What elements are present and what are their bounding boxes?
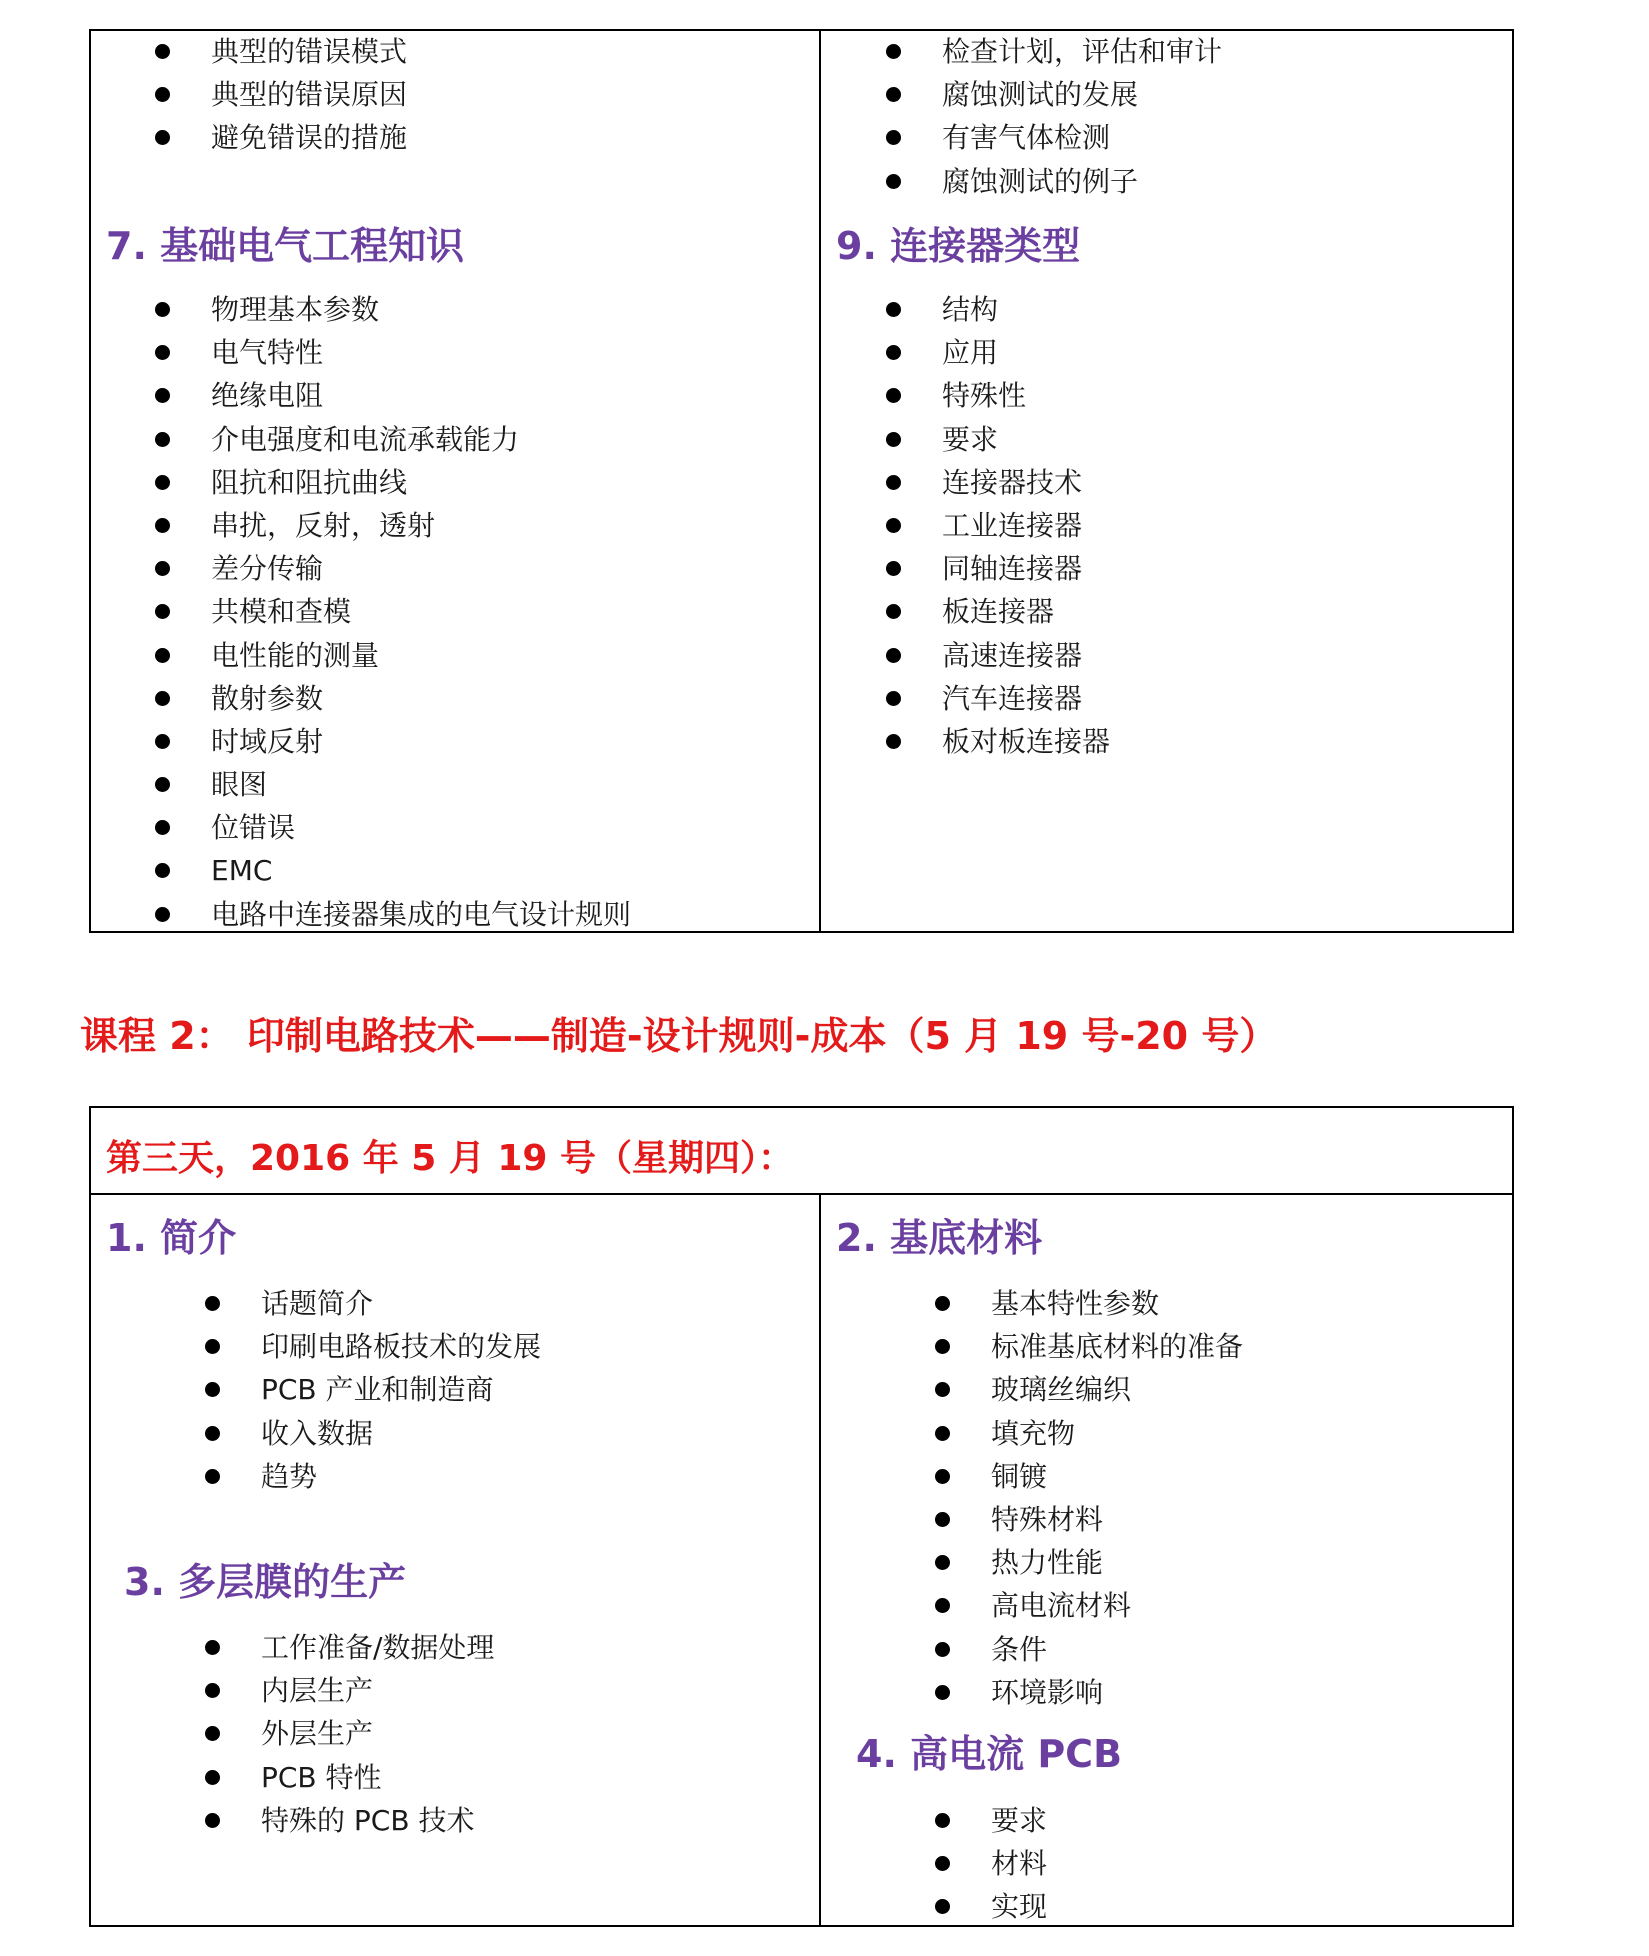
list-item-label: 要求 xyxy=(991,1804,1048,1837)
list-item-label: 工业连接器 xyxy=(942,508,1083,542)
bullet-icon xyxy=(886,734,901,749)
list-item-label: 特殊性 xyxy=(942,379,1027,413)
list-item-label: 板对板连接器 xyxy=(942,724,1111,758)
list-item-label: 实现 xyxy=(991,1890,1048,1924)
list-item-label: 热力性能 xyxy=(991,1546,1104,1580)
bullet-icon xyxy=(886,44,901,59)
list-item-label: 差分传输 xyxy=(211,552,324,586)
list-item-label: 玻璃丝编织 xyxy=(991,1373,1132,1407)
course-title: 课程 2： 印制电路技术——制造-设计规则-成本（5 月 19 号-20 号） xyxy=(80,1014,1278,1058)
list-item-label: PCB 产业和制造商 xyxy=(261,1373,494,1407)
list-item-label: 时域反射 xyxy=(211,724,324,758)
list-item-label: 腐蚀测试的例子 xyxy=(942,164,1139,198)
list-item-label: 趋势 xyxy=(261,1459,318,1493)
bullet-icon xyxy=(886,518,901,533)
list-item-label: 铜镀 xyxy=(991,1459,1048,1493)
list-item-label: 环境影响 xyxy=(991,1675,1104,1709)
list-item-label: 典型的错误原因 xyxy=(211,78,408,112)
list-item-label: 绝缘电阻 xyxy=(211,379,324,413)
list-item-label: 共模和查模 xyxy=(211,595,352,629)
bullet-icon xyxy=(205,1296,220,1311)
bullet-icon xyxy=(935,1469,950,1484)
day-table-header-divider xyxy=(89,1193,1514,1195)
list-item-label: 连接器技术 xyxy=(942,465,1083,499)
list-item-label: 电气特性 xyxy=(211,336,324,370)
list-item-label: 避免错误的措施 xyxy=(211,121,408,155)
list-item-label: 高电流材料 xyxy=(991,1589,1132,1623)
list-item-label: 阻抗和阻抗曲线 xyxy=(211,465,408,499)
list-item-label: 结构 xyxy=(942,293,999,326)
list-item-label: 检查计划，评估和审计 xyxy=(942,35,1223,68)
list-item-label: EMC xyxy=(211,854,273,888)
bullet-icon xyxy=(205,1640,220,1655)
top-table-divider xyxy=(819,29,821,933)
list-item-label: 话题简介 xyxy=(261,1287,374,1320)
list-item-label: 板连接器 xyxy=(942,595,1055,629)
bullet-icon xyxy=(886,174,901,189)
bullet-icon xyxy=(886,475,901,490)
section2-title: 2. 基底材料 xyxy=(836,1216,1043,1260)
bullet-icon xyxy=(155,734,170,749)
list-item-label: 基本特性参数 xyxy=(991,1287,1160,1320)
bullet-icon xyxy=(935,1813,950,1828)
bullet-icon xyxy=(155,475,170,490)
section7-title: 7. 基础电气工程知识 xyxy=(106,224,465,268)
list-item-label: 条件 xyxy=(991,1632,1048,1666)
list-item-label: 典型的错误模式 xyxy=(211,35,408,68)
bullet-icon xyxy=(155,907,170,922)
day-title: 第三天，2016 年 5 月 19 号（星期四）： xyxy=(106,1138,795,1179)
list-item-label: 工作准备/数据处理 xyxy=(261,1631,495,1664)
list-item-label: 填充物 xyxy=(991,1416,1076,1450)
bullet-icon xyxy=(935,1512,950,1527)
list-item-label: 介电强度和电流承载能力 xyxy=(211,422,520,456)
list-item-label: 汽车连接器 xyxy=(942,681,1083,715)
list-item-label: 内层生产 xyxy=(261,1674,374,1708)
list-item-label: 同轴连接器 xyxy=(942,552,1083,586)
day-table-divider xyxy=(819,1193,821,1927)
list-item-label: 要求 xyxy=(942,422,999,456)
bullet-icon xyxy=(155,432,170,447)
bullet-icon xyxy=(155,777,170,792)
bullet-icon xyxy=(886,648,901,663)
list-item-label: 腐蚀测试的发展 xyxy=(942,78,1139,112)
bullet-icon xyxy=(935,1296,950,1311)
list-item-label: 特殊材料 xyxy=(991,1502,1104,1536)
section4-title: 4. 高电流 PCB xyxy=(856,1732,1123,1776)
list-item-label: 收入数据 xyxy=(261,1416,374,1450)
bullet-icon xyxy=(155,44,170,59)
list-item-label: 高速连接器 xyxy=(942,638,1083,672)
list-item-label: 电性能的测量 xyxy=(211,638,380,672)
bullet-icon xyxy=(205,1426,220,1441)
section9-title: 9. 连接器类型 xyxy=(836,224,1081,268)
bullet-icon xyxy=(935,1426,950,1441)
bullet-icon xyxy=(935,1685,950,1700)
bullet-icon xyxy=(205,1770,220,1785)
bullet-icon xyxy=(205,1469,220,1484)
list-item-label: 位错误 xyxy=(211,811,296,845)
bullet-icon xyxy=(886,691,901,706)
bullet-icon xyxy=(155,302,170,317)
bullet-icon xyxy=(205,1813,220,1828)
list-item-label: 物理基本参数 xyxy=(211,293,380,326)
list-item-label: 散射参数 xyxy=(211,681,324,715)
list-item-label: 印刷电路板技术的发展 xyxy=(261,1330,542,1364)
list-item-label: 眼图 xyxy=(211,768,268,802)
bullet-icon xyxy=(935,1642,950,1657)
list-item-label: PCB 特性 xyxy=(261,1760,382,1794)
bullet-icon xyxy=(155,648,170,663)
list-item-label: 材料 xyxy=(991,1847,1048,1881)
bullet-icon xyxy=(886,302,901,317)
section3-title: 3. 多层膜的生产 xyxy=(124,1560,407,1604)
list-item-label: 应用 xyxy=(942,336,999,370)
list-item-label: 外层生产 xyxy=(261,1717,374,1751)
list-item-label: 串扰，反射，透射 xyxy=(211,508,436,542)
list-item-label: 标准基底材料的准备 xyxy=(991,1330,1244,1364)
list-item-label: 特殊的 PCB 技术 xyxy=(261,1803,475,1837)
bullet-icon xyxy=(886,432,901,447)
section1-title: 1. 简介 xyxy=(106,1216,237,1260)
bullet-icon xyxy=(155,691,170,706)
list-item-label: 有害气体检测 xyxy=(942,121,1111,155)
bullet-icon xyxy=(155,518,170,533)
list-item-label: 电路中连接器集成的电气设计规则 xyxy=(211,897,632,931)
